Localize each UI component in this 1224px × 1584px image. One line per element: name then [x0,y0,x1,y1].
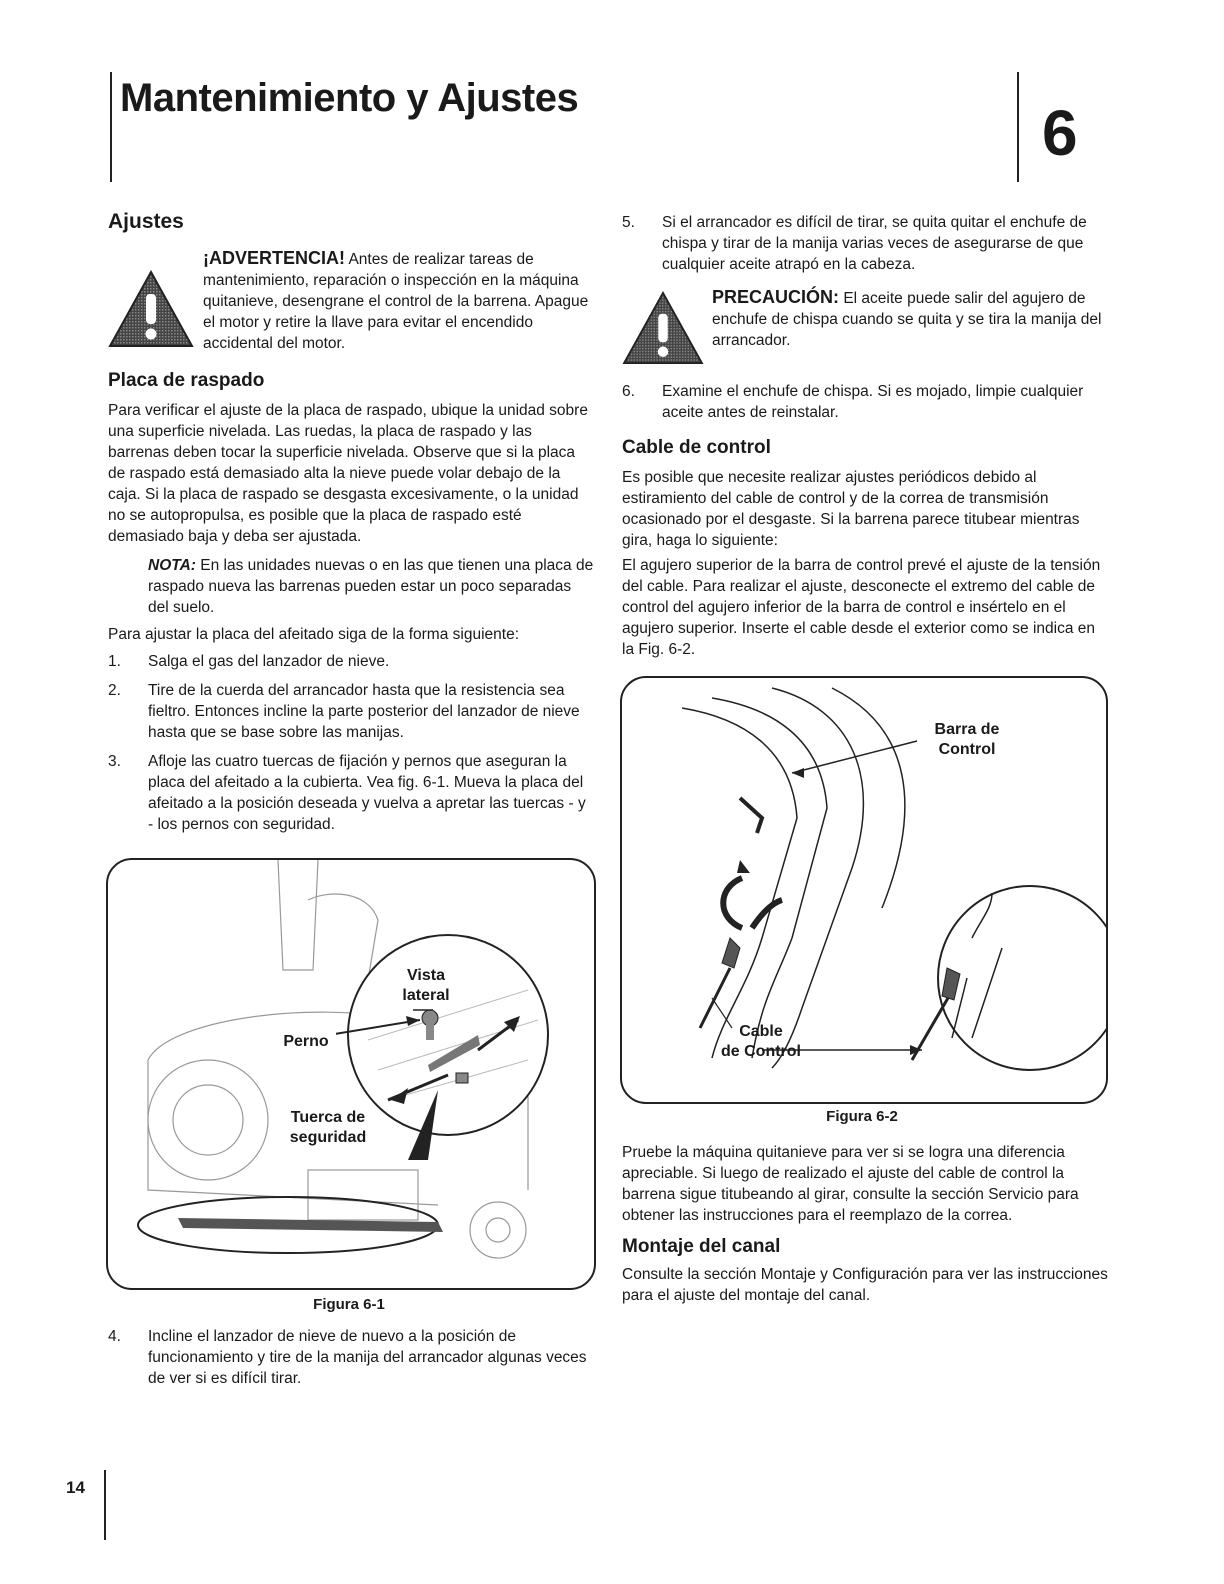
list-text: Tire de la cuerda del arrancador hasta que la resistencia sea fieltro. Entonces incline la parte posterior del lanzador de nieve hasta que se base sobre las manijas. [148,682,580,741]
list-item [108,1326,594,1389]
list-item [108,680,594,743]
subsection-title-canal: Montaje del canal [622,1236,781,1257]
callout-text: Tuerca de seguridad [289,1109,367,1146]
control-bar-illustration [622,678,1106,1102]
caution-label: PRECAUCIÓN: [712,287,840,307]
paragraph-cable-2: El agujero superior de la barra de control prevé el ajuste de la tensión del cable. Para realizar el ajuste, desconecte el extremo del cable de control del agujero inferior de la barra de control e insértelo en el agujero superior. Inserte el cable desde el exterior como se indica en la Fig. 6-2. [622,557,1101,658]
note-block [108,555,594,618]
snowthrower-illustration [108,860,594,1288]
list-number: 2. [108,682,121,699]
callout-vista-lateral [395,966,457,1006]
caution-triangle-icon [622,291,704,365]
callout-tuerca [283,1108,373,1148]
list-text: Incline el lanzador de nieve de nuevo a la posición de funcionamiento y tire de la manija del arrancador algunas veces de ver si es difícil tirar. [148,1328,587,1387]
note-label: NOTA: [148,557,196,574]
callout-cable-control [712,1022,810,1062]
list-item [108,751,594,835]
left-column [108,210,594,835]
list-number: 5. [622,214,635,231]
paragraph-placa-steps-intro: Para ajustar la placa del afeitado siga de la forma siguiente: [108,626,519,643]
list-text: Si el arrancador es difícil de tirar, se quita quitar el enchufe de chispa y tirar de la manija varias veces de asegurarse de que cualquier aceite atrapó en la cabeza. [662,214,1087,273]
callout-text: Cable de Control [721,1023,801,1060]
paragraph-cable-3: Pruebe la máquina quitanieve para ver si se logra una diferencia apreciable. Si luego de realizado el ajuste del cable de control la barrena sigue titubeando al girar, consulte la sección Servicio para obtener las instrucciones para el reemplazo de la correa. [622,1144,1079,1224]
list-text: Afloje las cuatro tuercas de fijación y pernos que aseguran la placa del afeitado a la cubierta. Vea fig. 6-1. Mueva la placa del afeitado a la posición deseada y vuelva a apretar las tuercas - y - los pernos con seguridad. [148,753,586,833]
callout-text: Vista lateral [402,967,450,1004]
chapter-number: 6 [1042,97,1078,169]
subsection-title-placa: Placa de raspado [108,370,265,391]
warning-block [108,248,594,358]
note-text: En las unidades nuevas o en las que tienen una placa de raspado nueva las barrenas pueden estar un poco separadas del suelo. [148,557,594,616]
subsection-title-cable: Cable de control [622,437,771,458]
page-number: 14 [66,1478,85,1497]
right-column [622,212,1108,660]
left-column-bottom [108,1326,594,1389]
header-rule-left [110,72,112,182]
figure-6-1-caption: Figura 6-1 [313,1296,385,1313]
callout-perno [276,1032,336,1052]
list-number: 4. [108,1328,121,1345]
figure-6-2 [620,676,1108,1104]
paragraph-cable-1: Es posible que necesite realizar ajustes periódicos debido al estiramiento del cable de control y de la correa de transmisión ocasionado por el desgaste. Si la barrena parece titubear mientras gira, haga lo siguiente: [622,469,1080,549]
list-number: 6. [622,383,635,400]
list-number: 1. [108,653,121,670]
page-title: Mantenimiento y Ajustes [120,76,579,120]
callout-text: Perno [283,1033,329,1050]
list-text: Salga el gas del lanzador de nieve. [148,653,390,670]
paragraph-canal: Consulte la sección Montaje y Configuración para ver las instrucciones para el ajuste del montaje del canal. [622,1266,1108,1304]
list-item [622,381,1108,423]
figure-6-1 [106,858,596,1290]
section-title-ajustes: Ajustes [108,210,184,233]
caution-text [712,287,1108,351]
callout-text: Barra de Control [934,721,1000,758]
header-rule-right [1017,72,1019,182]
list-item [622,212,1108,275]
right-column-bottom [622,1142,1108,1306]
footer-rule [104,1470,106,1540]
list-item [108,651,594,672]
caution-body: El aceite puede salir del agujero de enchufe de chispa cuando se quita y se tira la manija del arrancador. [712,290,1102,349]
warning-text [203,248,594,354]
warning-label: ¡ADVERTENCIA! [203,248,345,268]
figure-6-2-caption: Figura 6-2 [826,1108,898,1125]
list-number: 3. [108,753,121,770]
warning-triangle-icon [108,270,194,348]
caution-block [622,287,1108,377]
list-text: Examine el enchufe de chispa. Si es mojado, limpie cualquier aceite antes de reinstalar. [662,383,1084,421]
warning-body: Antes de realizar tareas de mantenimiento, reparación o inspección en la máquina quitanieve, desengrane el control de la barrena. Apague el motor y retire la llave para evitar el encendido accidental del motor. [203,251,589,352]
paragraph-placa-intro: Para verificar el ajuste de la placa de raspado, ubique la unidad sobre una superficie nivelada. Las ruedas, la placa de raspado y las barrenas deben tocar la superficie nivelada. Observe que si la placa de raspado está demasiado alta la nieve puede volar debajo de la caja. Si la placa de raspado se desgasta excesivamente, o la unidad no se autopropulsa, es posible que la placa de raspado esté demasiado baja y deba ser ajustada. [108,402,588,545]
callout-barra-control [922,720,1012,760]
